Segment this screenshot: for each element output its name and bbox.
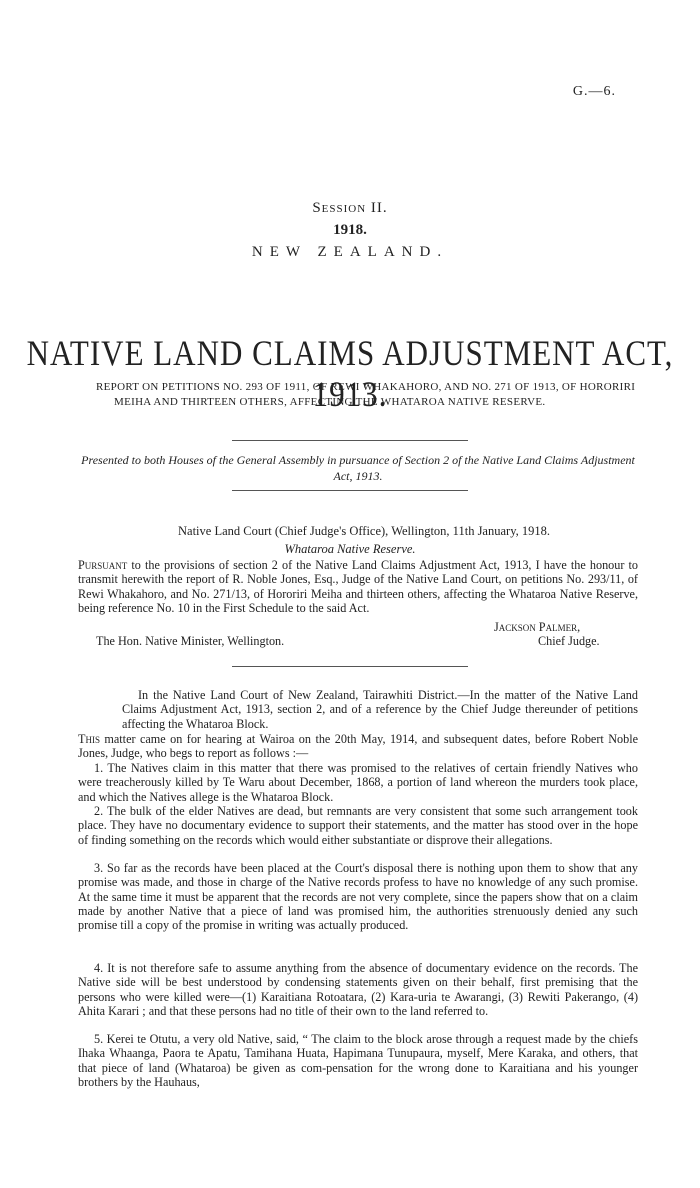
report-intro-lead: This <box>78 732 100 746</box>
divider-rule <box>232 490 468 491</box>
signature-name <box>494 620 580 635</box>
year-label: 1918. <box>333 222 367 238</box>
letter-body-text: to the provisions of section 2 of the Native Land Claims Adjustment Act, 1913, I have the honour to transmit herewith the report of R. Noble Jones, Esq., Judge of the Native Land Court, on petitions No. 293/11, of Rewi Whakahoro, and No. 271/13, of Hororiri Meiha and thirteen others, affecting the Whataroa Native Reserve, being reference No. 10 in the First Schedule to the said Act. <box>78 558 638 615</box>
session-label: Session II. <box>312 200 388 216</box>
report-paragraph-3: 3. So far as the records have been placed at the Court's disposal there is nothing upon them to show that any promise was made, and those in charge of the Native records profess to have no knowledge of any such promise. At the same time it must be apparent that the records are not very complete, since the papers show that on a claim made by another Native that a piece of land was promised him, the authorities strenuously denied any such promise till a copy of the promise in writing was actually produced. <box>78 861 638 933</box>
act-title: NATIVE LAND CLAIMS ADJUSTMENT ACT, 1913. <box>26 332 674 415</box>
divider-rule <box>232 666 468 667</box>
country-label: NEW ZEALAND. <box>251 244 449 260</box>
letter-lead-word: Pursuant <box>78 558 128 572</box>
report-paragraph-5: 5. Kerei te Otutu, a very old Native, said, “ The claim to the block arose through a request made by the chiefs Ihaka Whaanga, Paora te Apatu, Tamihana Huata, Hapimana Tunupaura, myself, Mere Karaka, and others, that that piece of land (Whataroa) be given as com-pensation for the wrong done to Karaitiana and his younger brothers by the Hauhaus, <box>78 1032 638 1089</box>
letter-subheading: Whataroa Native Reserve. <box>284 542 416 556</box>
report-intro-text: matter came on for hearing at Wairoa on the 20th May, 1914, and subsequent dates, before Robert Noble Jones, Judge, who begs to report as follows :— <box>78 732 638 761</box>
presented-note: Presented to both Houses of the General Assembly in pursuance of Section 2 of the Native Land Claims Adjustment Act, 1913. <box>81 453 635 483</box>
report-paragraph-4: 4. It is not therefore safe to assume anything from the absence of documentary evidence on the records. The Native side will be best understood by condensing statements given on their behalf, first premising that the persons who were killed were—(1) Karaitiana Rotoatara, (2) Kara-uria te Awarangi, (3) Rewiti Pakerango, (4) Ahita Karari ; and that these persons had no title of their own to the land referred to. <box>78 961 638 1018</box>
page-reference: G.—6. <box>572 84 616 99</box>
report-paragraph-1: 1. The Natives claim in this matter that there was promised to the relatives of certain friendly Natives who were treacherously killed by Te Waru about December, 1868, a portion of land whereon the murders took place, and which the Natives allege is the Whataroa Block. <box>78 761 638 804</box>
signature-title: Chief Judge. <box>538 634 600 648</box>
letter-heading: Native Land Court (Chief Judge's Office), Wellington, 11th January, 1918. <box>178 524 551 538</box>
letter-body <box>78 558 638 615</box>
signature-name-text: Jackson Palmer, <box>494 620 581 634</box>
report-intro <box>78 732 638 761</box>
divider-rule <box>232 440 468 441</box>
report-title: REPORT ON PETITIONS NO. 293 OF 1911, OF REWI WHAKAHORO, AND NO. 271 OF 1913, OF HORORIRI MEIHA AND THIRTEEN OTHERS, AFFECTING THE WHATAROA NATIVE RESERVE. <box>96 381 636 408</box>
report-paragraph-2: 2. The bulk of the elder Natives are dead, but remnants are very consistent that some such arrangement took place. They have no documentary evidence to support their statements, and the matter has stood over in the hope of finding something on the records which would either substantiate or disprove their allegations. <box>78 804 638 847</box>
addressee: The Hon. Native Minister, Wellington. <box>96 634 285 648</box>
case-heading: In the Native Land Court of New Zealand, Tairawhiti District.—In the matter of the Native Land Claims Adjustment Act, 1913, section 2, and of a reference by the Chief Judge thereunder of petitions affecting the Whataroa Block. <box>122 688 638 731</box>
